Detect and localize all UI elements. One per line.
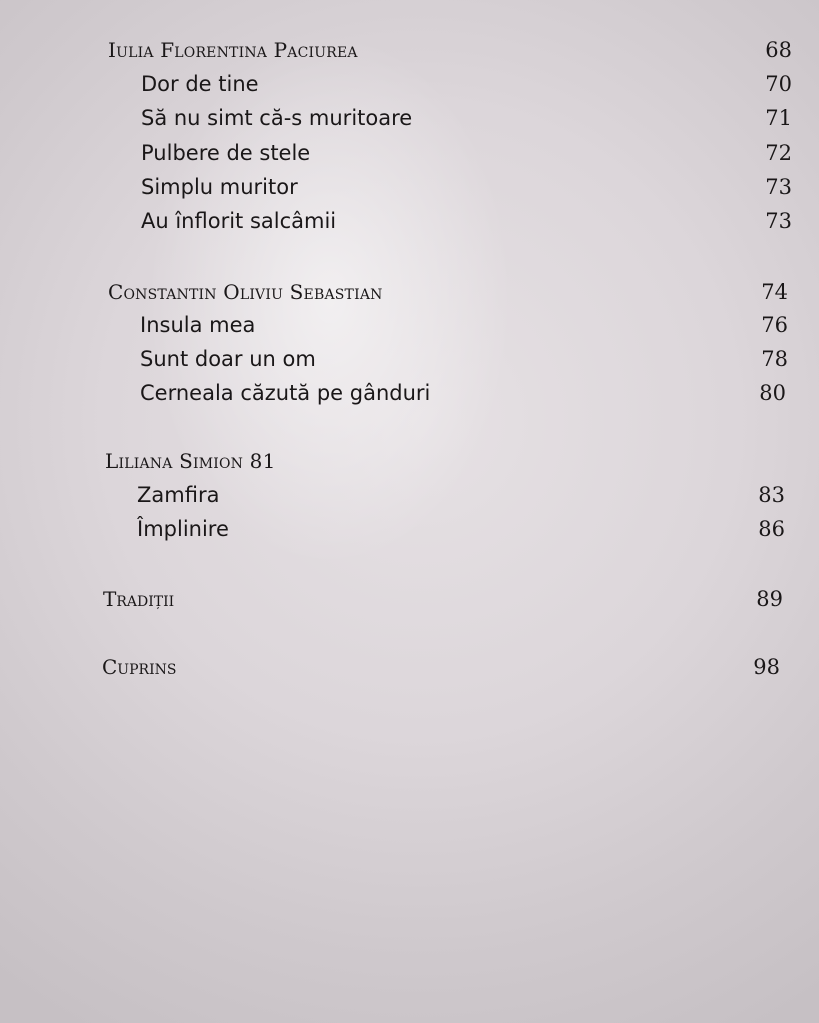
toc-author-row	[105, 449, 785, 473]
toc-poem-row	[141, 141, 792, 165]
toc-poem-row	[140, 313, 788, 337]
toc-section-row	[102, 655, 780, 679]
page-number: 74	[761, 280, 788, 304]
toc-poem-row	[141, 72, 792, 96]
poem-title: Cerneala căzută pe gânduri	[140, 381, 431, 405]
author-name: Iulia Florentina Paciurea	[108, 38, 358, 62]
poem-title: Zamfira	[137, 483, 220, 507]
page-number: 80	[759, 381, 786, 405]
poem-title: Au înflorit salcâmii	[141, 209, 337, 233]
toc-poem-row	[141, 175, 792, 199]
toc-section-row	[103, 587, 783, 611]
page-number: 72	[765, 141, 792, 165]
page-number: 71	[765, 106, 792, 130]
section-title: Tradiții	[103, 587, 175, 611]
poem-title: Să nu simt că-s muritoare	[141, 106, 413, 130]
toc-poem-row	[141, 106, 792, 130]
page-number: 70	[765, 72, 792, 96]
author-name: Constantin Oliviu Sebastian	[108, 280, 383, 304]
toc-poem-row	[137, 483, 785, 507]
poem-title: Dor de tine	[141, 72, 259, 96]
toc-poem-row	[140, 381, 786, 405]
page-number: 86	[758, 517, 785, 541]
page-number: 73	[765, 175, 792, 199]
page-number: 68	[765, 38, 792, 62]
page-number: 78	[761, 347, 788, 371]
page-number: 89	[756, 587, 783, 611]
poem-title: Simplu muritor	[141, 175, 298, 199]
poem-title: Împlinire	[137, 517, 229, 541]
poem-title: Insula mea	[140, 313, 256, 337]
section-title: Cuprins	[102, 655, 177, 679]
page-number: 98	[753, 655, 780, 679]
toc-poem-row	[140, 347, 788, 371]
toc-author-row	[108, 280, 788, 304]
toc-author-row	[108, 38, 792, 62]
poem-title: Sunt doar un om	[140, 347, 316, 371]
toc-poem-row	[137, 517, 785, 541]
page-number: 83	[758, 483, 785, 507]
page-number: 73	[765, 209, 792, 233]
toc-poem-row	[141, 209, 792, 233]
author-name: Liliana Simion 81	[105, 449, 276, 473]
poem-title: Pulbere de stele	[141, 141, 311, 165]
page-number: 76	[761, 313, 788, 337]
